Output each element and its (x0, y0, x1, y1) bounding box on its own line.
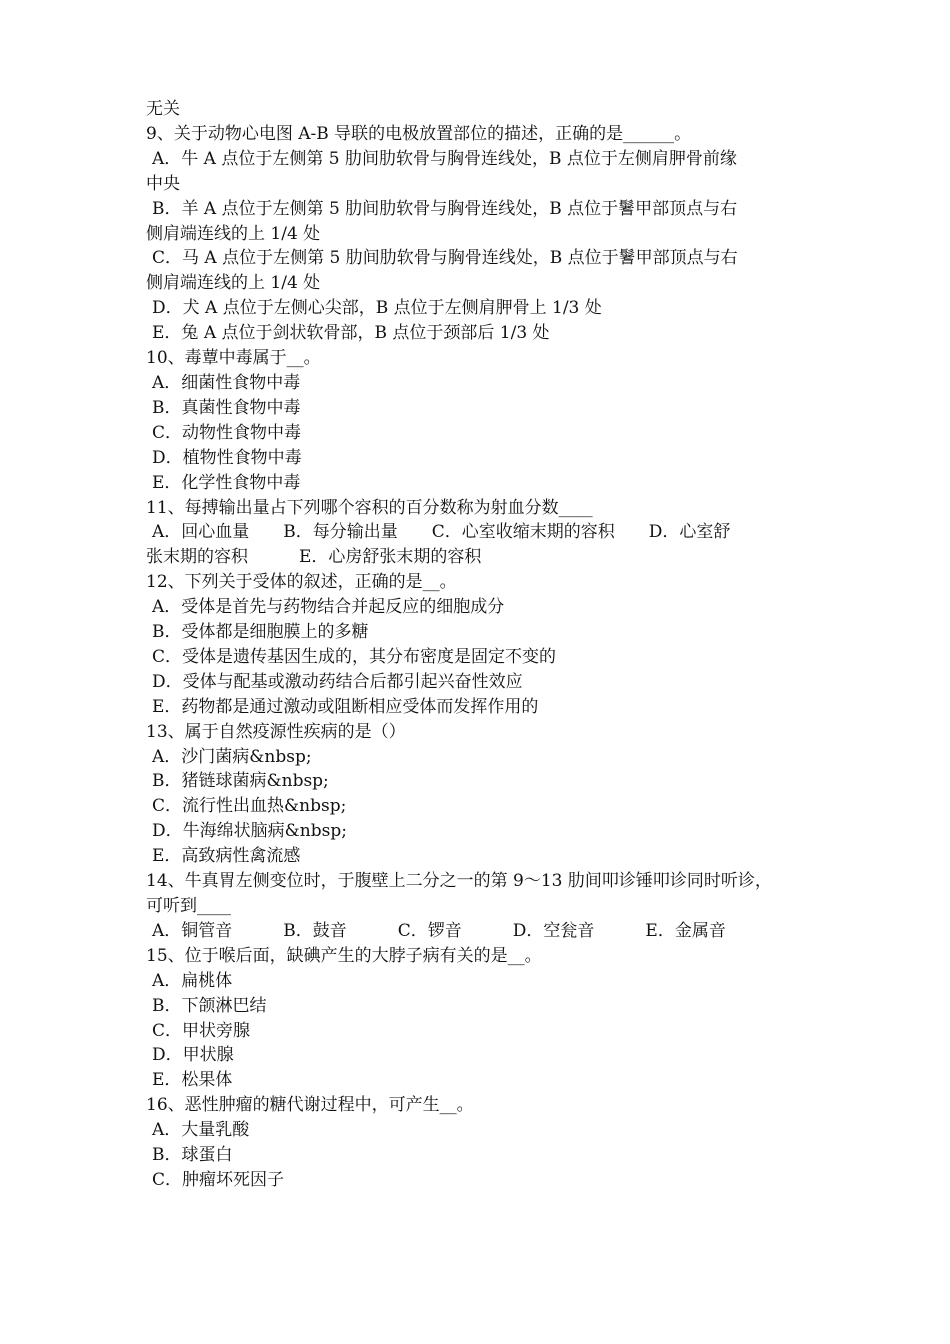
option-line: A．扁桃体 (152, 970, 233, 991)
question-line: 11、每搏输出量占下列哪个容积的百分数称为射血分数____ (146, 497, 593, 518)
option-line: A．受体是首先与药物结合并起反应的细胞成分 (152, 597, 505, 618)
question-line: 13、属于自然疫源性疾病的是（） (146, 721, 406, 742)
option-line: B．羊 A 点位于左侧第 5 肋间肋软骨与胸骨连线处，B 点位于鬐甲部顶点与右 (152, 198, 738, 219)
continuation-line: 张末期的容积 E．心房舒张末期的容积 (146, 547, 482, 568)
option-line: E．药物都是通过激动或阻断相应受体而发挥作用的 (152, 696, 539, 717)
question-line: 14、牛真胃左侧变位时，于腹壁上二分之一的第 9～13 肋间叩诊锤叩诊同时听诊， (146, 871, 772, 892)
option-line: B．猪链球菌病&nbsp; (152, 771, 329, 792)
continuation-line: 可听到____ (146, 896, 231, 916)
option-line: C．甲状旁腺 (152, 1020, 251, 1041)
option-line: E．兔 A 点位于剑状软骨部，B 点位于颈部后 1/3 处 (152, 323, 550, 344)
option-line: C．动物性食物中毒 (152, 422, 302, 443)
option-line: D．受体与配基或激动药结合后都引起兴奋性效应 (152, 671, 523, 692)
continuation-line: 无关 (146, 99, 180, 119)
option-line: A．细菌性食物中毒 (152, 372, 301, 393)
question-line: 10、毒蕈中毒属于__。 (146, 348, 321, 369)
document-body (146, 97, 810, 1193)
option-line: D．植物性食物中毒 (152, 447, 302, 468)
option-line: D．犬 A 点位于左侧心尖部，B 点位于左侧肩胛骨上 1/3 处 (152, 298, 602, 319)
option-line: B．球蛋白 (152, 1145, 233, 1166)
question-line: 9、关于动物心电图 A-B 导联的电极放置部位的描述，正确的是______。 (146, 123, 692, 144)
option-line: D．牛海绵状脑病&nbsp; (152, 821, 347, 842)
option-line: E．化学性食物中毒 (152, 472, 301, 493)
option-line: B．真菌性食物中毒 (152, 397, 301, 418)
question-line: 12、下列关于受体的叙述，正确的是__。 (146, 572, 457, 593)
continuation-line: 侧肩端连线的上 1/4 处 (146, 223, 321, 244)
option-line: A．牛 A 点位于左侧第 5 肋间肋软骨与胸骨连线处，B 点位于左侧肩胛骨前缘 (152, 148, 737, 169)
option-line: A．回心血量 B．每分输出量 C．心室收缩末期的容积 D．心室舒 (152, 522, 731, 543)
option-line: D．甲状腺 (152, 1045, 234, 1066)
option-line: C．流行性出血热&nbsp; (152, 796, 347, 817)
option-line: B．受体都是细胞膜上的多糖 (152, 622, 369, 643)
option-line: A．沙门菌病&nbsp; (152, 746, 312, 767)
option-line: A．大量乳酸 (152, 1120, 250, 1141)
option-line: B．下颌淋巴结 (152, 995, 267, 1016)
option-line: A．铜管音 B．鼓音 C．锣音 D．空瓮音 E．金属音 (152, 920, 726, 941)
option-line: C．肿瘤坏死因子 (152, 1169, 285, 1190)
option-line: E．松果体 (152, 1070, 233, 1091)
continuation-line: 侧肩端连线的上 1/4 处 (146, 273, 321, 294)
option-line: C．马 A 点位于左侧第 5 肋间肋软骨与胸骨连线处，B 点位于鬐甲部顶点与右 (152, 248, 738, 269)
continuation-line: 中央 (146, 173, 180, 194)
option-line: C．受体是遗传基因生成的，其分布密度是固定不变的 (152, 646, 557, 667)
question-line: 15、位于喉后面，缺碘产生的大脖子病有关的是__。 (146, 945, 542, 966)
option-line: E．高致病性禽流感 (152, 846, 301, 867)
question-line: 16、恶性肿瘤的糖代谢过程中，可产生__。 (146, 1095, 474, 1116)
